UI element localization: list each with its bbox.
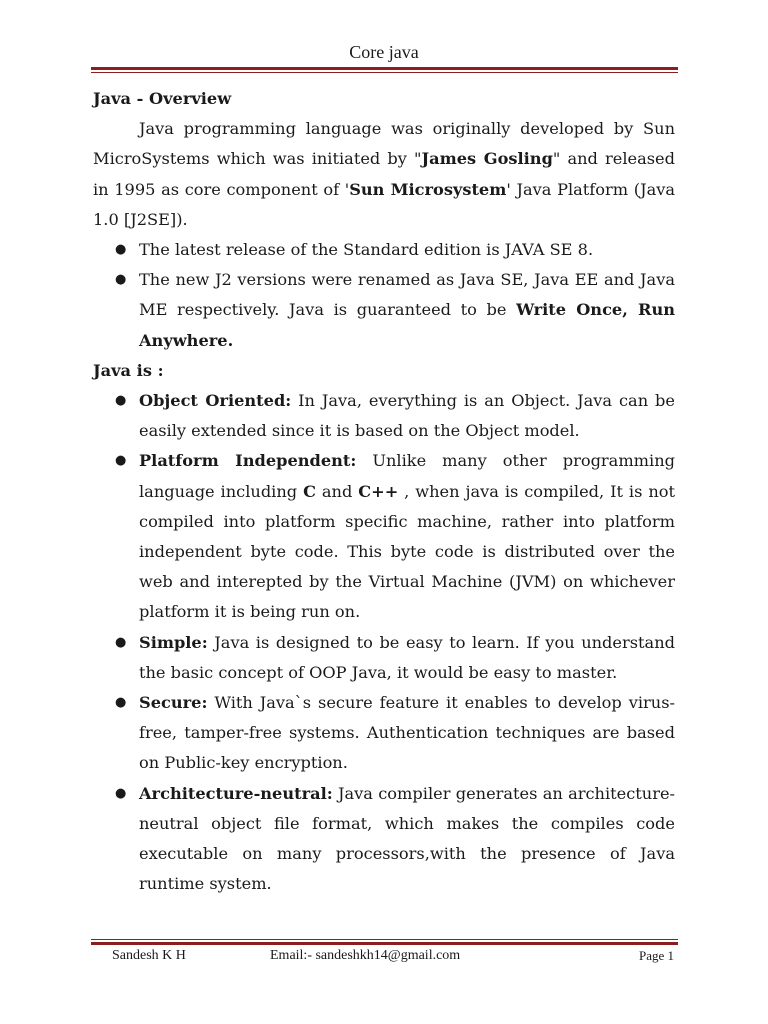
bullet-icon: ● (115, 453, 127, 469)
feature-bold-c: C (303, 481, 316, 501)
java-features-list (93, 386, 675, 899)
java-is-heading: Java is : (93, 360, 164, 380)
bullet-icon: ● (115, 393, 127, 409)
footer-email: Email:- sandeshkh14@gmail.com (270, 948, 461, 963)
header-rule (91, 67, 678, 70)
bullet-text: The new J2 versions were renamed as Java SE, Java EE and Java ME respectively. Java is guaranteed to be (139, 270, 675, 320)
intro-text-3: ' Java Platform (Java 1.0 [J2SE]). (93, 179, 676, 229)
feature-architecture-neutral (93, 779, 675, 900)
bullet-bold-text: Write Once, Run Anywhere. (139, 300, 675, 350)
feature-text: In Java, everything is an Object. Java can be easily extended since it is based on the Object model. (139, 391, 675, 441)
header-rule-thin (91, 72, 678, 73)
document-body (93, 84, 675, 899)
bullet-icon: ● (115, 272, 127, 288)
intro-text-1: Java programming language was originally developed by Sun MicroSystems which was initiated by " (93, 119, 675, 169)
bullet-icon: ● (115, 634, 127, 650)
bullet-text: The latest release of the Standard edition is JAVA SE 8. (139, 240, 594, 260)
bullet-icon: ● (115, 242, 127, 258)
feature-text-post: , when java is compiled, It is not compiled into platform specific machine, rather into platform independent byte code. This byte code is distributed over the web and interepted by the Virtual Machine (JVM) on whichever platform it is being run on. (139, 481, 676, 622)
intro-text-2: " and released in 1995 as core component of ' (93, 149, 675, 199)
feature-text: Unlike many other programming language including (139, 451, 675, 501)
bullet-icon: ● (115, 785, 127, 801)
overview-intro-paragraph (93, 114, 675, 235)
intro-bold-james-gosling: James Gosling (421, 149, 553, 169)
feature-platform-independent (93, 446, 675, 627)
feature-term: Simple: (139, 632, 208, 652)
feature-text: Java compiler generates an architecture-neutral object file format, which makes the compiles code executable on many processors,with the presence of Java runtime system. (139, 783, 675, 894)
feature-bold-cpp: C++ (358, 481, 399, 501)
feature-text: Java is designed to be easy to learn. If you understand the basic concept of OOP Java, it would be easy to master. (139, 632, 675, 682)
feature-simple (93, 628, 675, 688)
footer-rule-thin (91, 939, 678, 940)
feature-term: Architecture-neutral: (139, 783, 333, 803)
feature-text-and: and (315, 481, 359, 501)
overview-heading: Java - Overview (93, 89, 232, 108)
list-item (93, 265, 675, 356)
footer-author: Sandesh K H (112, 948, 186, 963)
feature-term: Secure: (139, 693, 208, 713)
list-item (93, 235, 675, 265)
footer-page-number: Page 1 (638, 948, 674, 963)
overview-bullet-list (93, 235, 675, 356)
feature-object-oriented (93, 386, 675, 446)
bullet-icon: ● (115, 695, 127, 711)
feature-secure (93, 688, 675, 779)
feature-text: With Java`s secure feature it enables to develop virus-free, tamper-free systems. Authentication techniques are based on Public-key encryption. (139, 693, 675, 773)
intro-bold-sun-microsystem: Sun Microsystem (349, 179, 507, 199)
page-footer (112, 944, 678, 968)
feature-term: Object Oriented: (139, 391, 292, 411)
page-header-title: Core java (349, 42, 419, 62)
feature-term: Platform Independent: (139, 451, 357, 471)
